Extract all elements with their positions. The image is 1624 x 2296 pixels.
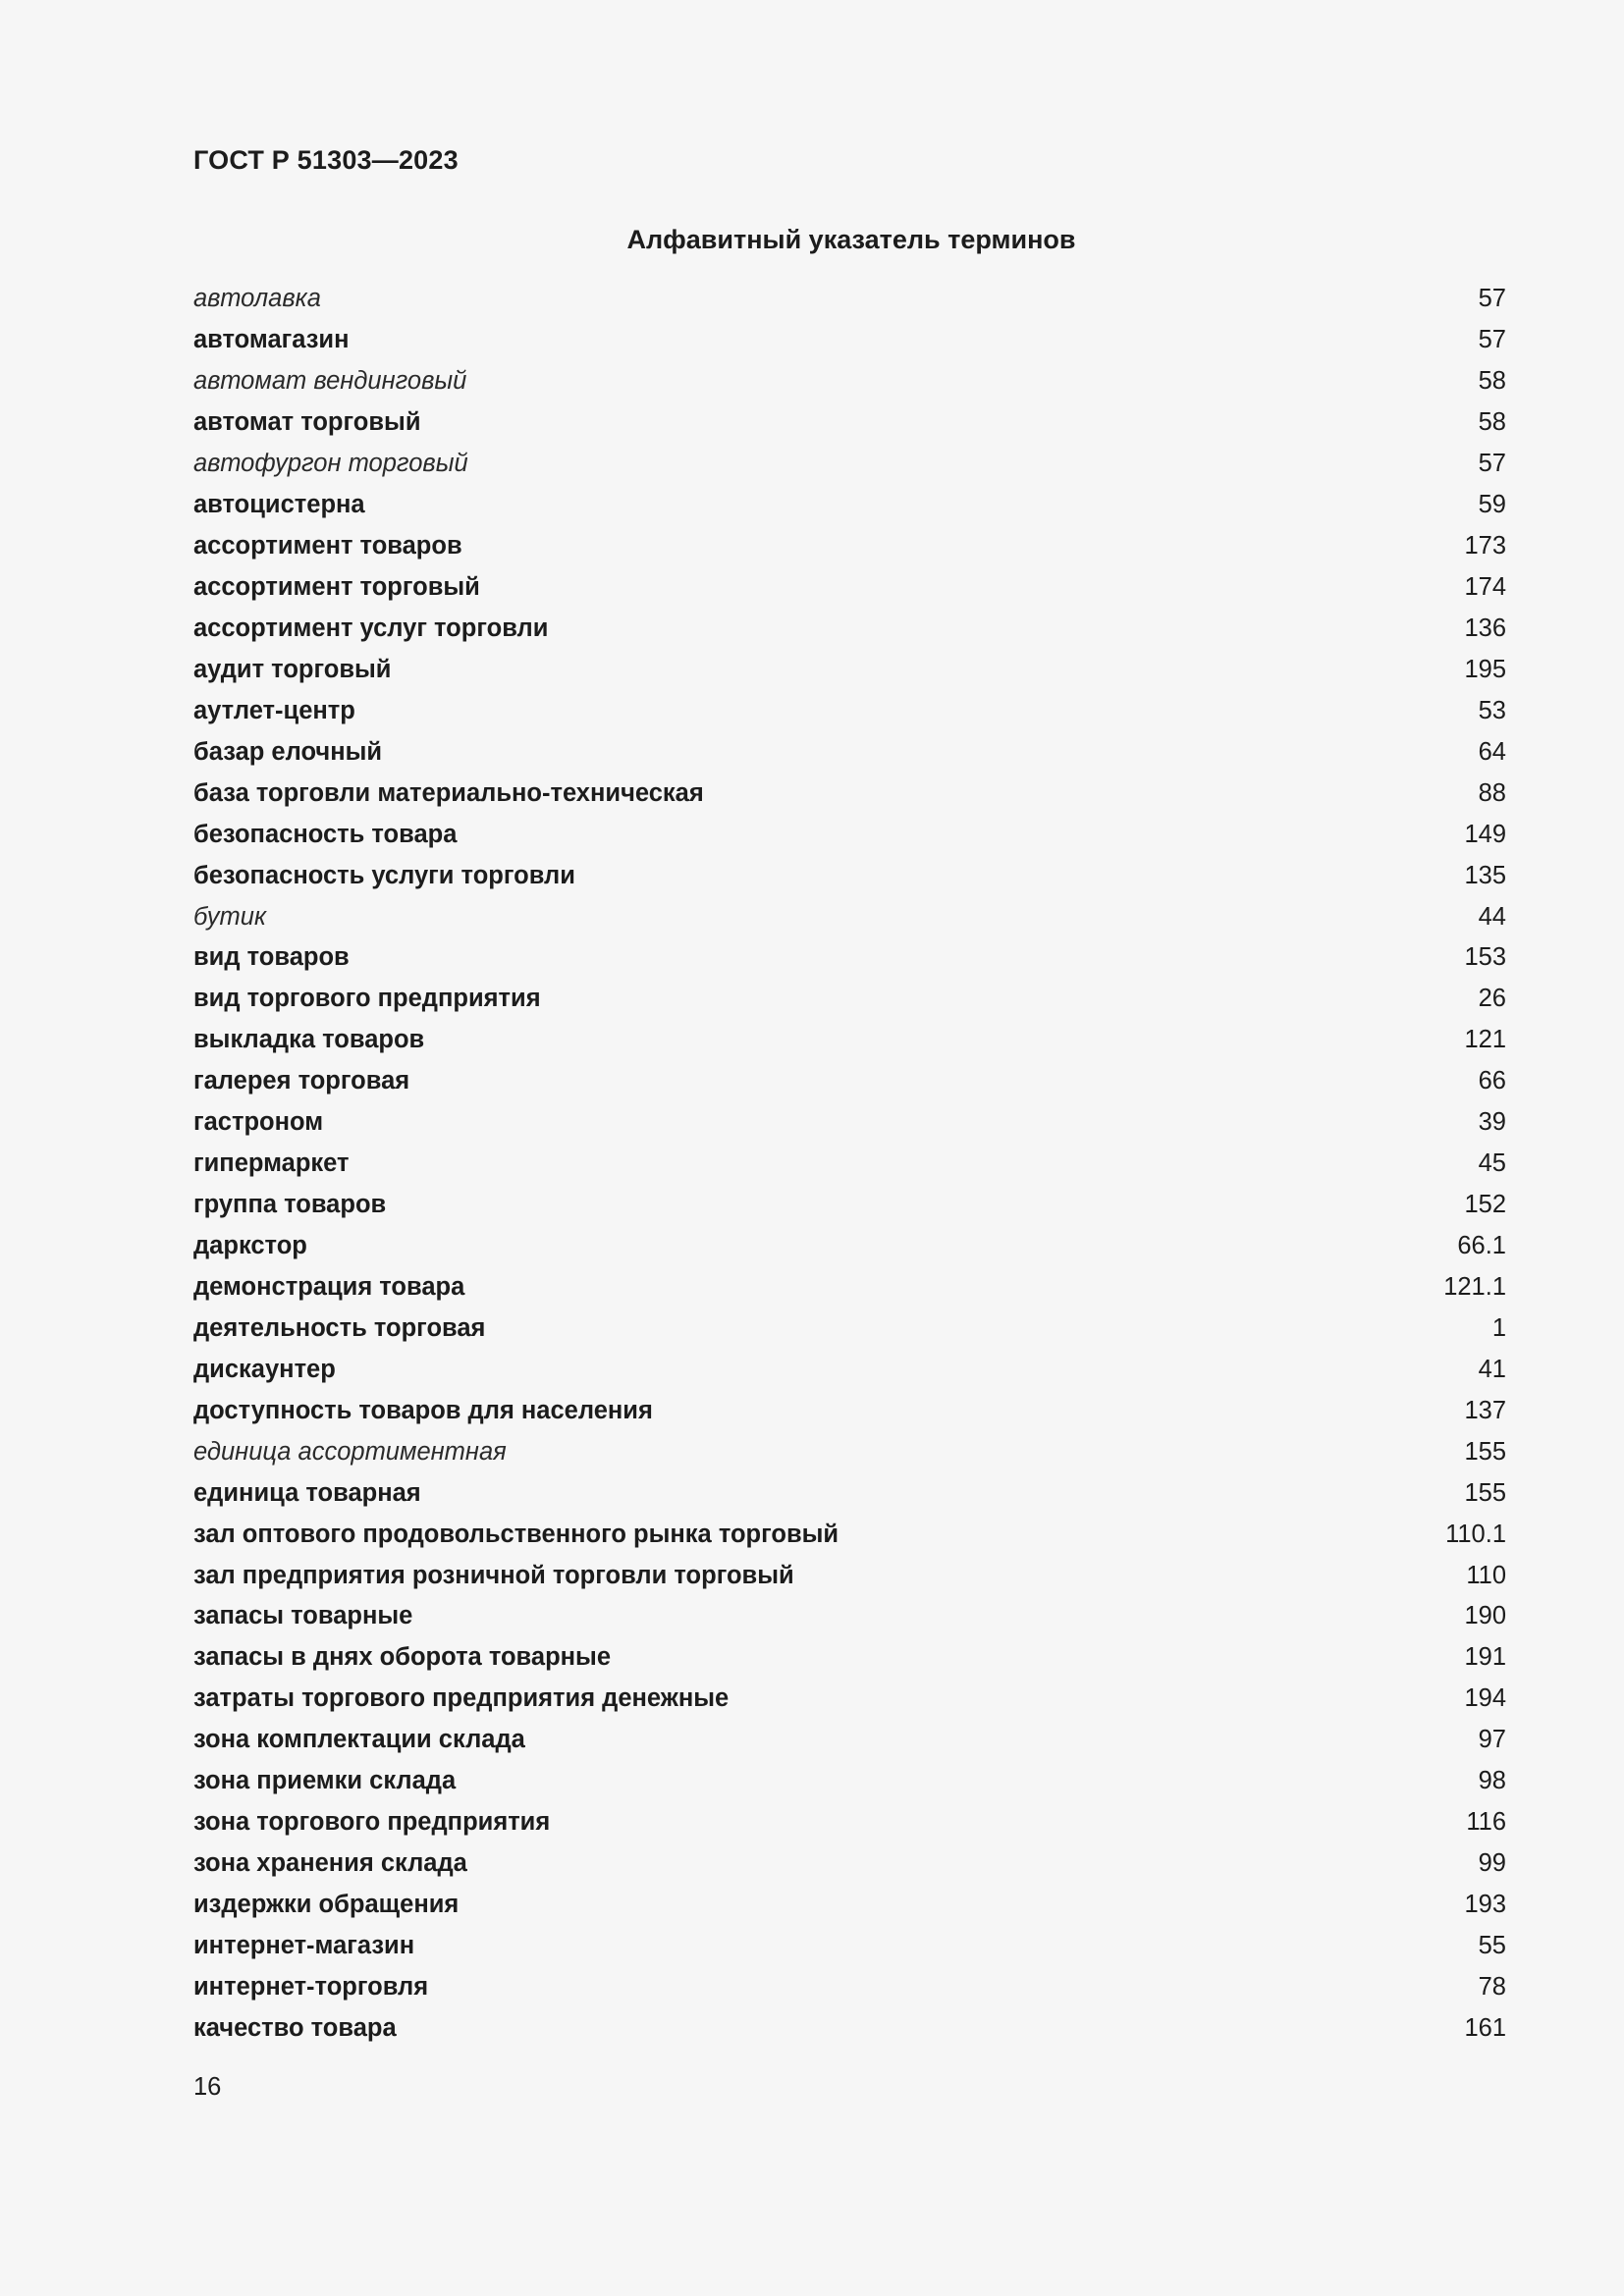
document-id: ГОСТ Р 51303—2023 (193, 145, 459, 175)
index-entry (193, 1555, 1506, 1596)
index-title: Алфавитный указатель терминов (626, 225, 1076, 254)
index-term: автомагазин (193, 326, 350, 354)
index-entry (193, 1308, 1506, 1349)
index-ref-number: 66 (1478, 1067, 1506, 1095)
index-entry (193, 567, 1506, 609)
index-ref-number: 155 (1464, 1478, 1506, 1507)
index-ref-number: 66.1 (1457, 1232, 1506, 1260)
index-entry (193, 1185, 1506, 1226)
index-ref-number: 39 (1478, 1108, 1506, 1137)
index-entry (193, 1843, 1506, 1885)
index-ref-number: 110 (1466, 1561, 1506, 1589)
index-entry (193, 1637, 1506, 1679)
index-ref-number: 110.1 (1445, 1520, 1506, 1548)
index-entry (193, 937, 1506, 979)
index-term: аутлет-центр (193, 696, 355, 724)
index-ref-number: 116 (1466, 1808, 1506, 1837)
index-entry (193, 855, 1506, 896)
index-entry (193, 485, 1506, 526)
index-term: группа товаров (193, 1191, 387, 1219)
index-entry (193, 1102, 1506, 1144)
index-term: зал предприятия розничной торговли торговый (193, 1561, 794, 1589)
index-term: дискаунтер (193, 1355, 336, 1383)
index-entry (193, 526, 1506, 567)
index-term: автолавка (193, 285, 321, 313)
index-ref-number: 41 (1478, 1355, 1506, 1383)
index-ref-number: 161 (1464, 2013, 1506, 2042)
index-entry (193, 1966, 1506, 2007)
index-ref-number: 57 (1478, 326, 1506, 354)
index-term: выкладка товаров (193, 1026, 425, 1054)
index-entry (193, 402, 1506, 444)
index-term: база торговли материально-техническая (193, 778, 704, 807)
index-term: запасы товарные (193, 1602, 413, 1630)
index-entry (193, 361, 1506, 402)
index-term: единица товарная (193, 1478, 421, 1507)
index-term: издержки обращения (193, 1891, 460, 1919)
index-ref-number: 26 (1478, 985, 1506, 1013)
index-ref-number: 194 (1464, 1684, 1506, 1713)
index-term: гипермаркет (193, 1149, 350, 1178)
index-ref-number: 149 (1464, 820, 1506, 848)
index-term: автомат вендинговый (193, 367, 467, 396)
index-term: галерея торговая (193, 1067, 410, 1095)
index-entry (193, 896, 1506, 937)
index-ref-number: 1 (1491, 1313, 1506, 1342)
index-term: ассортимент торговый (193, 573, 480, 602)
index-entry (193, 1144, 1506, 1185)
index-ref-number: 136 (1464, 614, 1506, 642)
index-ref-number: 57 (1478, 450, 1506, 478)
index-entry (193, 279, 1506, 320)
index-ref-number: 44 (1478, 902, 1506, 931)
index-term: доступность товаров для населения (193, 1396, 653, 1424)
index-entry (193, 814, 1506, 855)
index-entry (193, 1267, 1506, 1308)
index-entry (193, 1226, 1506, 1267)
index-term: автоцистерна (193, 491, 365, 519)
index-entry (193, 1431, 1506, 1472)
index-term: единица ассортиментная (193, 1437, 507, 1466)
index-ref-number: 152 (1464, 1191, 1506, 1219)
index-term: интернет-магазин (193, 1931, 415, 1959)
index-ref-number: 59 (1478, 491, 1506, 519)
index-entry (193, 1679, 1506, 1720)
index-ref-number: 153 (1464, 943, 1506, 972)
index-ref-number: 155 (1464, 1437, 1506, 1466)
index-term: вид товаров (193, 943, 350, 972)
index-entry (193, 444, 1506, 485)
term-index-list (193, 279, 1506, 2049)
index-entry (193, 979, 1506, 1020)
index-ref-number: 193 (1464, 1891, 1506, 1919)
index-entry (193, 320, 1506, 361)
index-ref-number: 174 (1464, 573, 1506, 602)
index-entry (193, 2007, 1506, 2049)
index-term: зона приемки склада (193, 1767, 457, 1795)
index-entry (193, 1596, 1506, 1637)
index-ref-number: 98 (1478, 1767, 1506, 1795)
index-ref-number: 58 (1478, 367, 1506, 396)
index-term: зона торгового предприятия (193, 1808, 551, 1837)
index-ref-number: 58 (1478, 408, 1506, 437)
index-term: автомат торговый (193, 408, 421, 437)
index-term: ассортимент услуг торговли (193, 614, 549, 642)
index-entry (193, 1020, 1506, 1061)
index-ref-number: 53 (1478, 696, 1506, 724)
index-term: демонстрация товара (193, 1272, 465, 1301)
index-entry (193, 1349, 1506, 1390)
index-entry (193, 609, 1506, 650)
index-entry (193, 731, 1506, 773)
index-term: запасы в днях оборота товарные (193, 1643, 612, 1672)
index-term: даркстор (193, 1232, 307, 1260)
index-entry (193, 1061, 1506, 1102)
index-ref-number: 64 (1478, 737, 1506, 766)
page-number: 16 (193, 2073, 222, 2101)
index-entry (193, 690, 1506, 731)
index-term: зона хранения склада (193, 1849, 467, 1878)
index-term: зал оптового продовольственного рынка торговый (193, 1520, 839, 1548)
index-ref-number: 97 (1478, 1726, 1506, 1754)
index-term: аудит торговый (193, 655, 392, 683)
index-ref-number: 55 (1478, 1931, 1506, 1959)
index-term: зона комплектации склада (193, 1726, 525, 1754)
index-ref-number: 173 (1464, 532, 1506, 561)
index-ref-number: 135 (1464, 861, 1506, 889)
index-term: безопасность услуги торговли (193, 861, 575, 889)
index-ref-number: 137 (1464, 1396, 1506, 1424)
index-ref-number: 195 (1464, 655, 1506, 683)
index-term: деятельность торговая (193, 1313, 486, 1342)
index-entry (193, 1390, 1506, 1431)
index-ref-number: 78 (1478, 1972, 1506, 2001)
index-ref-number: 190 (1464, 1602, 1506, 1630)
index-ref-number: 121 (1464, 1026, 1506, 1054)
index-term: бутик (193, 902, 266, 931)
index-ref-number: 88 (1478, 778, 1506, 807)
index-term: вид торгового предприятия (193, 985, 541, 1013)
index-ref-number: 45 (1478, 1149, 1506, 1178)
index-entry (193, 1761, 1506, 1802)
index-entry (193, 1885, 1506, 1926)
index-ref-number: 191 (1464, 1643, 1506, 1672)
index-entry (193, 1472, 1506, 1514)
index-term: безопасность товара (193, 820, 458, 848)
index-term: базар елочный (193, 737, 383, 766)
index-entry (193, 1514, 1506, 1555)
index-entry (193, 773, 1506, 814)
index-term: качество товара (193, 2013, 397, 2042)
index-ref-number: 57 (1478, 285, 1506, 313)
index-term: ассортимент товаров (193, 532, 462, 561)
index-entry (193, 649, 1506, 690)
index-term: интернет-торговля (193, 1972, 429, 2001)
index-entry (193, 1802, 1506, 1843)
index-term: гастроном (193, 1108, 324, 1137)
index-entry (193, 1926, 1506, 1967)
index-term: автофургон торговый (193, 450, 468, 478)
index-entry (193, 1720, 1506, 1761)
index-term: затраты торгового предприятия денежные (193, 1684, 730, 1713)
index-ref-number: 121.1 (1443, 1272, 1506, 1301)
index-ref-number: 99 (1478, 1849, 1506, 1878)
